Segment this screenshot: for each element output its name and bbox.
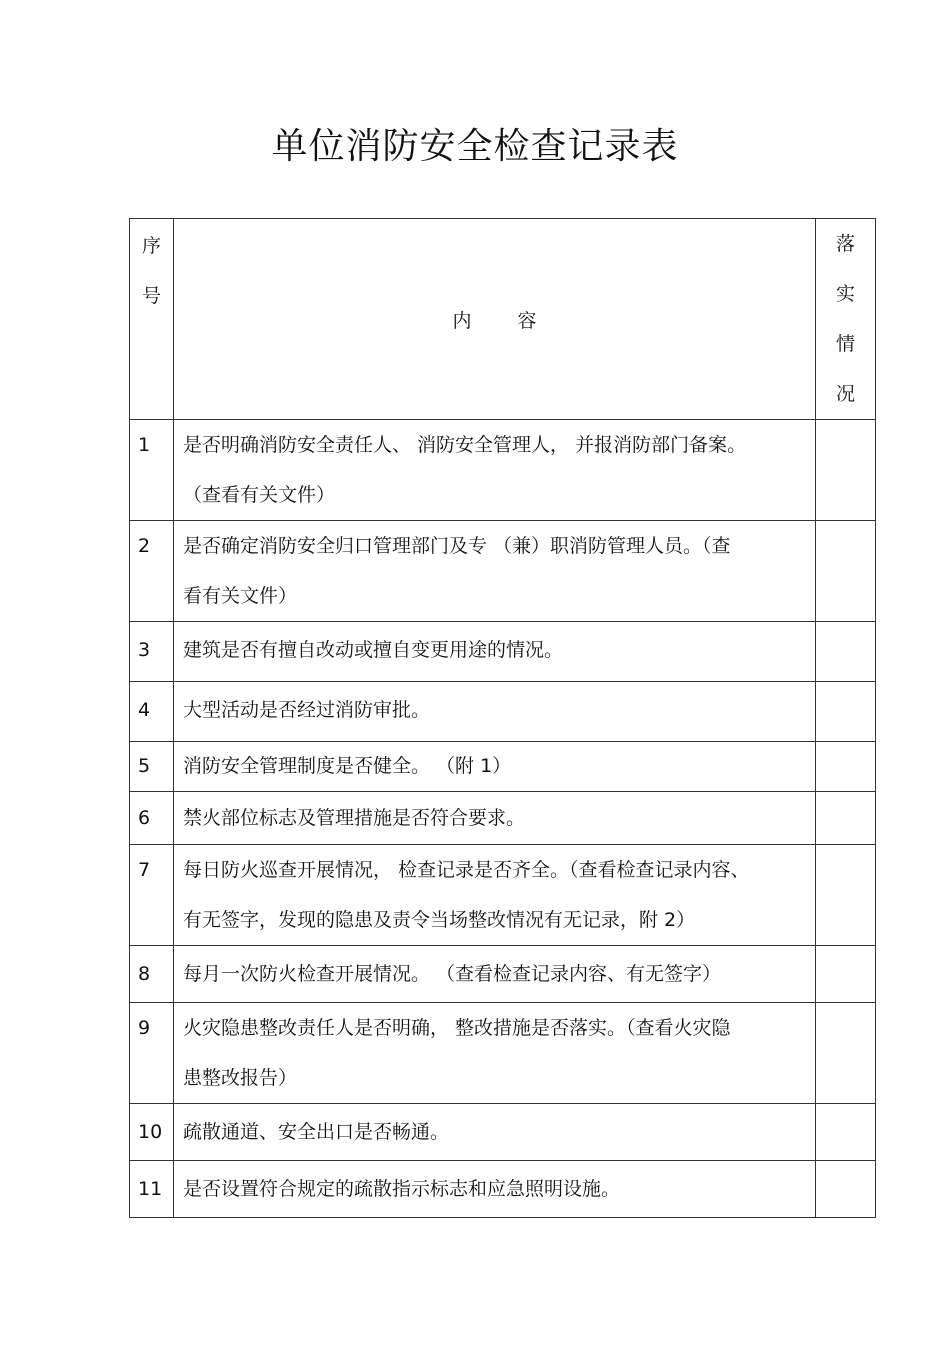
row-number: 6 bbox=[130, 792, 174, 845]
row-status-cell[interactable] bbox=[816, 946, 876, 1003]
row-status-cell[interactable] bbox=[816, 682, 876, 742]
row-number: 4 bbox=[130, 682, 174, 742]
table-row bbox=[130, 1104, 876, 1161]
header-no-cell bbox=[130, 219, 174, 420]
row-content-line: 患整改报告） bbox=[183, 1067, 298, 1089]
header-status-char: 实 bbox=[835, 283, 855, 305]
row-number: 1 bbox=[130, 420, 174, 521]
row-content-line: 建筑是否有擅自改动或擅自变更用途的情况。 bbox=[183, 639, 564, 661]
row-status-cell[interactable] bbox=[816, 622, 876, 682]
row-status-cell[interactable] bbox=[816, 1104, 876, 1161]
row-content-line: 看有关文件） bbox=[183, 585, 298, 607]
row-number: 3 bbox=[130, 622, 174, 682]
row-content bbox=[174, 682, 816, 742]
row-number: 7 bbox=[130, 845, 174, 946]
table-row bbox=[130, 1003, 876, 1104]
row-content-line: （查看有关文件） bbox=[183, 484, 336, 506]
row-content-line: 禁火部位标志及管理措施是否符合要求。 bbox=[183, 807, 526, 829]
row-number: 5 bbox=[130, 742, 174, 792]
row-content bbox=[174, 1161, 816, 1218]
row-content bbox=[174, 742, 816, 792]
row-status-cell[interactable] bbox=[816, 521, 876, 622]
row-content bbox=[174, 845, 816, 946]
row-content-line: 疏散通道、安全出口是否畅通。 bbox=[183, 1121, 450, 1143]
row-content bbox=[174, 1003, 816, 1104]
row-content-line: 每日防火巡查开展情况， 检查记录是否齐全。（查看检查记录内容、 bbox=[183, 859, 750, 881]
header-status-char: 况 bbox=[835, 383, 855, 405]
table-row bbox=[130, 1161, 876, 1218]
table-row bbox=[130, 420, 876, 521]
row-content-line: 消防安全管理制度是否健全。 （附 1） bbox=[183, 755, 512, 777]
row-number: 8 bbox=[130, 946, 174, 1003]
row-number: 11 bbox=[130, 1161, 174, 1218]
row-content-line: 是否设置符合规定的疏散指示标志和应急照明设施。 bbox=[183, 1178, 621, 1200]
header-status-char: 落 bbox=[835, 233, 855, 255]
row-status-cell[interactable] bbox=[816, 845, 876, 946]
row-status-cell[interactable] bbox=[816, 742, 876, 792]
header-content-cell: 内 容 bbox=[174, 219, 816, 420]
header-status-char: 情 bbox=[835, 333, 855, 355]
header-no-char: 序 bbox=[141, 235, 161, 257]
row-content bbox=[174, 946, 816, 1003]
header-no-char: 号 bbox=[141, 285, 161, 307]
table-row bbox=[130, 845, 876, 946]
row-content-line: 有无签字，发现的隐患及责令当场整改情况有无记录，附 2） bbox=[183, 909, 696, 931]
row-status-cell[interactable] bbox=[816, 420, 876, 521]
row-content bbox=[174, 792, 816, 845]
row-content-line: 每月一次防火检查开展情况。 （查看检查记录内容、有无签字） bbox=[183, 963, 722, 985]
table-row bbox=[130, 521, 876, 622]
row-content bbox=[174, 420, 816, 521]
row-content bbox=[174, 622, 816, 682]
table-row bbox=[130, 742, 876, 792]
row-status-cell[interactable] bbox=[816, 1003, 876, 1104]
table-row bbox=[130, 946, 876, 1003]
row-content bbox=[174, 1104, 816, 1161]
page-title: 单位消防安全检查记录表 bbox=[271, 126, 679, 167]
table-row bbox=[130, 682, 876, 742]
row-content-line: 是否明确消防安全责任人、 消防安全管理人， 并报消防部门备案。 bbox=[183, 434, 747, 456]
row-number: 9 bbox=[130, 1003, 174, 1104]
row-content-line: 火灾隐患整改责任人是否明确， 整改措施是否落实。（查看火灾隐 bbox=[183, 1017, 731, 1039]
table-row bbox=[130, 622, 876, 682]
table-header-row bbox=[130, 219, 876, 420]
row-number: 2 bbox=[130, 521, 174, 622]
row-content bbox=[174, 521, 816, 622]
row-content-line: 是否确定消防安全归口管理部门及专 （兼）职消防管理人员。（查 bbox=[183, 535, 731, 557]
row-content-line: 大型活动是否经过消防审批。 bbox=[183, 699, 431, 721]
table-row bbox=[130, 792, 876, 845]
row-number: 10 bbox=[130, 1104, 174, 1161]
inspection-record-table bbox=[129, 218, 876, 1218]
header-status-cell bbox=[816, 219, 876, 420]
row-status-cell[interactable] bbox=[816, 1161, 876, 1218]
row-status-cell[interactable] bbox=[816, 792, 876, 845]
